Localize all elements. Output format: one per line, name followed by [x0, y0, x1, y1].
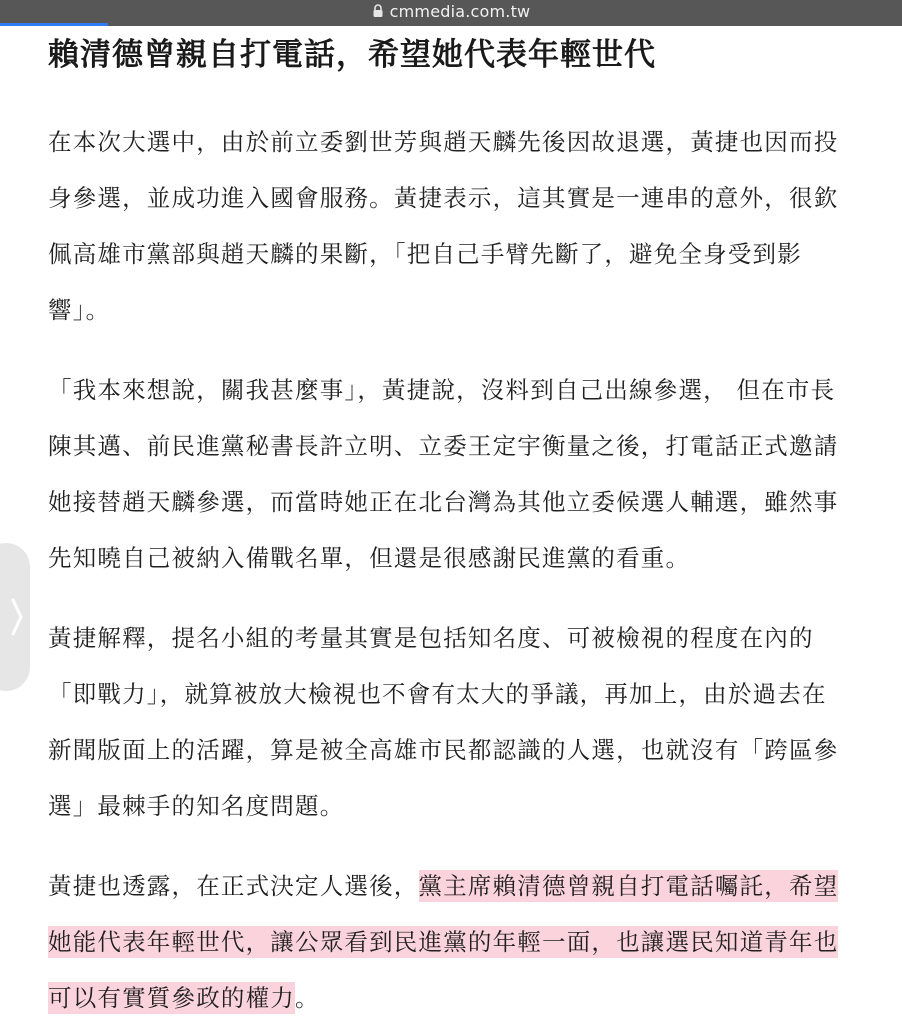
article-paragraph: 黃捷解釋，提名小組的考量其實是包括知名度、可被檢視的程度在內的「即戰力」，就算被放大檢視也不會有太大的爭議，再加上，由於過去在新聞版面上的活躍，算是被全高雄市民都認識的人選，也就沒有「跨區參選」最棘手的知名度問題。 [48, 624, 839, 820]
side-panel-handle[interactable] [0, 543, 30, 691]
browser-url-bar[interactable] [0, 0, 902, 26]
article-body [48, 26, 848, 1026]
chevron-right-icon [10, 597, 24, 637]
lock-icon [372, 4, 384, 18]
article-paragraph: 「我本來想說，關我甚麼事」，黃捷說，沒料到自己出線參選， 但在市長陳其邁、前民進黨秘書長許立明、立委王定宇衡量之後，打電話正式邀請她接替趙天麟參選，而當時她正在北台灣為其他立委候選人輔選，雖然事先知曉自己被納入備戰名單，但還是很感謝民進黨的看重。 [48, 376, 839, 572]
article-heading: 賴清德曾親自打電話，希望她代表年輕世代 [48, 37, 656, 73]
article-paragraph: 在本次大選中，由於前立委劉世芳與趙天麟先後因故退選，黃捷也因而投身參選，並成功進入國會服務。黃捷表示，這其實是一連串的意外，很欽佩高雄市黨部與趙天麟的果斷，「把自己手臂先斷了，避免全身受到影響」。 [48, 128, 839, 324]
paragraph-tail: 。 [295, 984, 320, 1012]
url-text: cmmedia.com.tw [389, 1, 531, 21]
url-display[interactable] [0, 0, 902, 22]
article-paragraph-final [48, 858, 848, 1026]
highlighted-quote: 黨主席賴清德曾親自打電話囑託，希望她能代表年輕世代，讓公眾看到民進黨的年輕一面，也讓選民知道青年也可以有實質參政的權力 [48, 872, 839, 1012]
paragraph-lead: 黃捷也透露，在正式決定人選後， [48, 872, 419, 900]
